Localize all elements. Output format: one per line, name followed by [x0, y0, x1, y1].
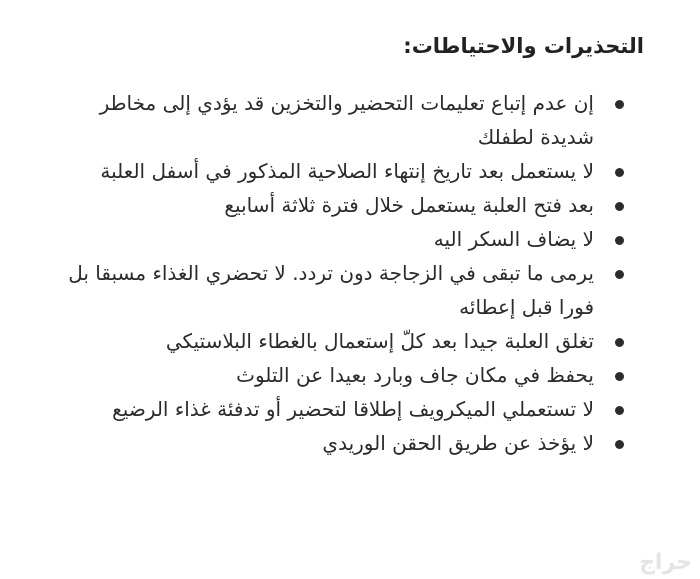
bullet-icon — [615, 270, 624, 279]
bullet-icon — [615, 338, 624, 347]
list-item — [54, 222, 594, 256]
list-item — [54, 86, 594, 154]
bullet-icon — [615, 236, 624, 245]
list-item — [54, 392, 594, 426]
warning-text: إن عدم إتباع تعليمات التحضير والتخزين قد يؤدي إلى مخاطر شديدة لطفلك — [99, 91, 594, 149]
bullet-icon — [615, 202, 624, 211]
warning-text: لا يضاف السكر اليه — [433, 227, 594, 251]
warning-text: بعد فتح العلبة يستعمل خلال فترة ثلاثة أسابيع — [224, 193, 594, 217]
list-item — [54, 188, 594, 222]
section-heading: التحذيرات والاحتياطات: — [403, 34, 644, 58]
warning-text: تغلق العلبة جيدا بعد كلّ إستعمال بالغطاء البلاستيكي — [165, 329, 594, 353]
warnings-list — [54, 86, 594, 460]
warning-text: لا تستعملي الميكرويف إطلاقا لتحضير أو تدفئة غذاء الرضيع — [112, 397, 594, 421]
bullet-icon — [615, 440, 624, 449]
list-item — [54, 154, 594, 188]
watermark-logo: حراج — [639, 550, 692, 575]
bullet-icon — [615, 372, 624, 381]
warning-text: يرمى ما تبقى في الزجاجة دون تردد. لا تحضري الغذاء مسبقا بل فورا قبل إعطائه — [68, 261, 594, 319]
list-item — [54, 324, 594, 358]
bullet-icon — [615, 406, 624, 415]
list-item — [54, 358, 594, 392]
list-item — [54, 256, 594, 324]
warning-text: لا يستعمل بعد تاريخ إنتهاء الصلاحية المذكور في أسفل العلبة — [100, 159, 594, 183]
warning-text: لا يؤخذ عن طريق الحقن الوريدي — [322, 431, 594, 455]
bullet-icon — [615, 100, 624, 109]
warning-text: يحفظ في مكان جاف وبارد بعيدا عن التلوث — [236, 363, 594, 387]
bullet-icon — [615, 168, 624, 177]
list-item — [54, 426, 594, 460]
